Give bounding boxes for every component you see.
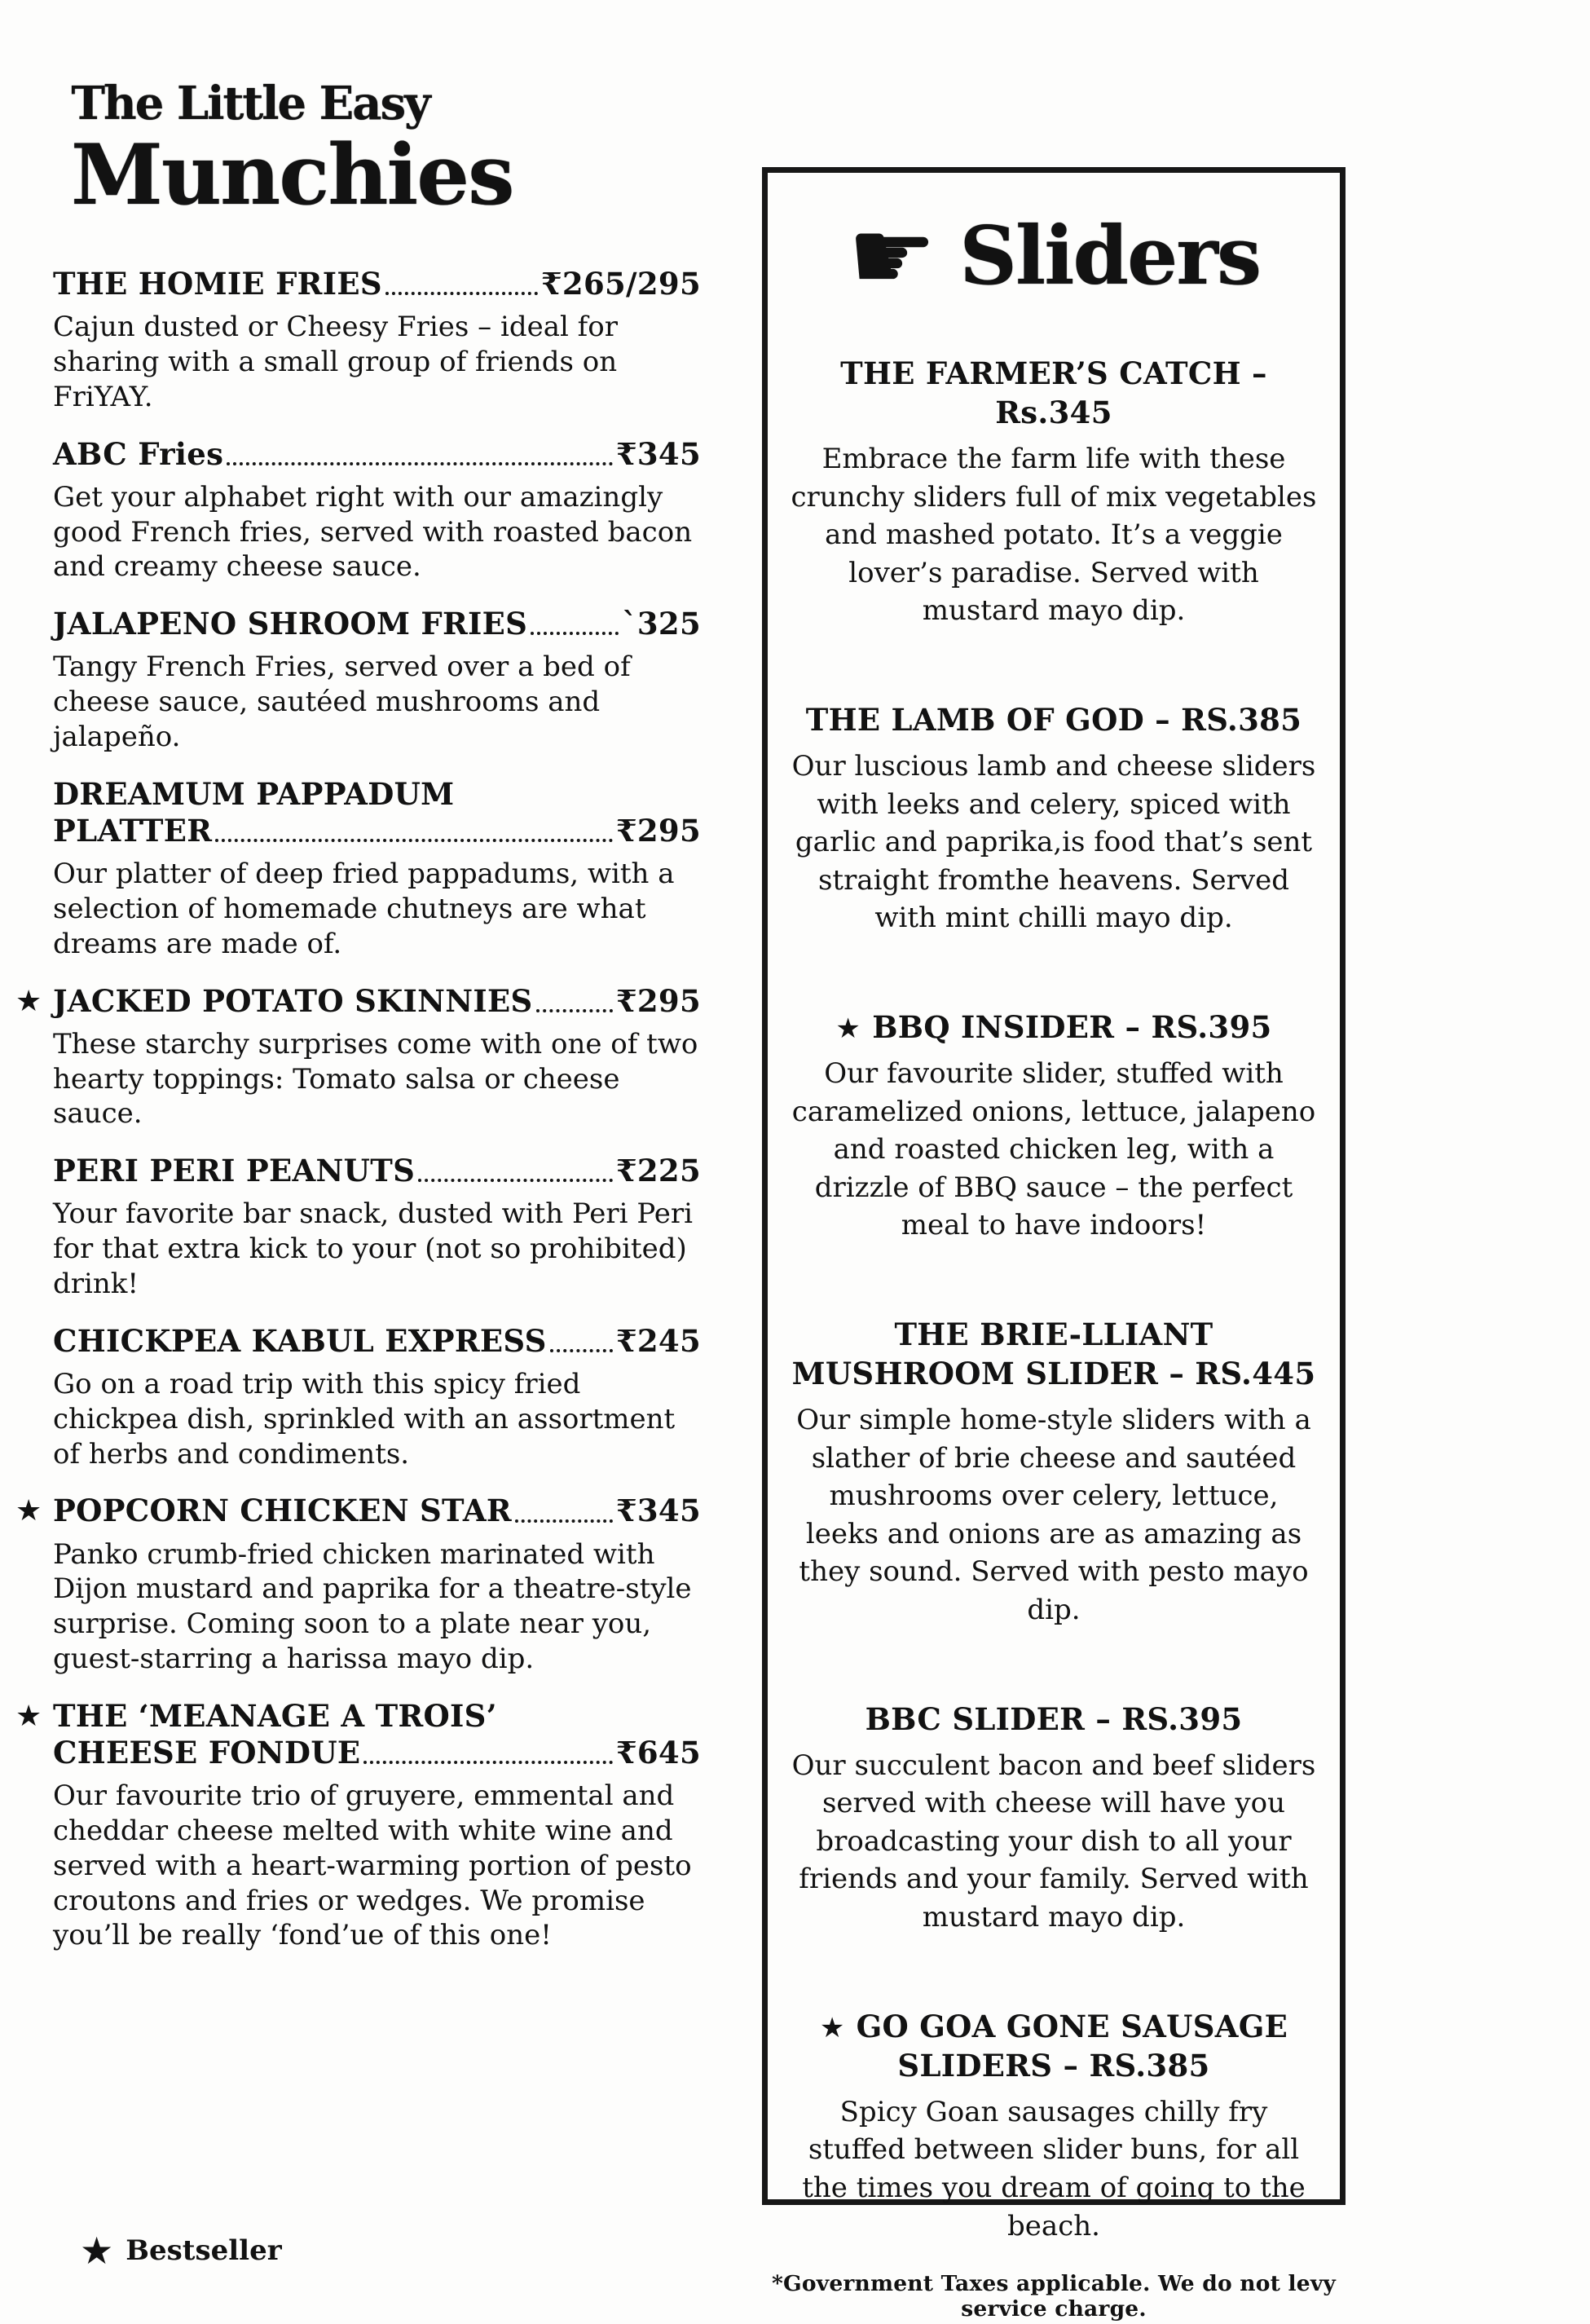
menu-item [789,354,1319,630]
munchies-section [15,77,701,1974]
munchies-title [71,77,513,224]
menu-item-description: Tangy French Fries, served over a bed of cheese sauce, sautéed mushrooms and jalapeño. [53,650,631,754]
bestseller-legend-label: Bestseller [126,2234,282,2267]
menu-item-name-row [53,1323,701,1360]
menu-item-name-row [53,983,701,1020]
menu-item [789,2007,1319,2246]
menu-item-description: Panko crumb-fried chicken marinated with Dijon mustard and paprika for a theatre-style surprise. Coming soon to a plate near you, guest-starring a harissa mayo dip. [53,1537,692,1676]
menu-item-description: Spicy Goan sausages chilly fry stuffed between slider buns, for all the times you dream of going to the beach. [802,2095,1306,2242]
menu-item-price: ₹345 [615,1493,701,1529]
menu-item [53,266,701,415]
menu-item-name: BBQ INSIDER – RS.395 [872,1008,1272,1045]
dot-leader [536,1009,613,1012]
dot-leader [550,1349,613,1352]
munchies-title-line2: Munchies [71,126,513,224]
menu-item-name: CHICKPEA KABUL EXPRESS [53,1322,547,1359]
menu-item-name-line1 [789,354,1319,432]
menu-item-description: Cajun dusted or Cheesy Fries – ideal for sharing with a small group of friends on FriYAY. [53,311,618,413]
menu-item-price: ₹265/295 [540,266,701,302]
bestseller-star-icon: ★ [819,2011,845,2044]
dot-leader [363,1761,612,1764]
menu-item-name: PERI PERI PEANUTS [53,1153,416,1189]
sliders-section [762,167,1346,2242]
menu-item-price: ₹295 [615,813,701,849]
dot-leader [385,292,538,295]
sliders-header [789,198,1319,314]
menu-item-name-row [53,266,701,302]
menu-item-price: ₹345 [615,435,701,472]
menu-item-description: Your favorite bar snack, dusted with Peri Peri for that extra kick to your (not so prohibited) drink! [53,1197,693,1301]
menu-item-name: THE FARMER’S CATCH – Rs.345 [840,355,1267,430]
menu-item-name-line1: DREAMUM PAPPADUM [53,775,455,812]
menu-item-price: `325 [622,606,701,642]
dot-leader [515,1519,613,1523]
menu-item [789,1700,1319,1937]
menu-item [15,1493,701,1676]
menu-item-name: THE LAMB OF GOD – RS.385 [805,701,1302,738]
menu-item-name: GO GOA GONE SAUSAGE [856,2008,1288,2044]
menu-item-name-row [53,1493,701,1529]
bestseller-star-icon: ★ [835,1012,861,1045]
menu-item-price: ₹225 [615,1153,701,1189]
menu-item-description: Get your alphabet right with our amazingly good French fries, served with roasted bacon and creamy cheese sauce. [53,480,693,584]
menu-item-description: Go on a road trip with this spicy fried chickpea dish, sprinkled with an assortment of herbs and condiments. [53,1368,676,1471]
menu-item-name-row [53,436,701,473]
menu-item-name-line1: THE ‘MEANAGE A TROIS’ [53,1697,497,1734]
menu-item-name: CHEESE FONDUE [53,1735,361,1771]
menu-item-name-line2: SLIDERS – RS.385 [897,2047,1210,2084]
menu-item-description: Our platter of deep fried pappadums, with a selection of homemade chutneys are what dreams are made of. [53,858,675,960]
menu-item-name: THE HOMIE FRIES [53,266,382,302]
menu-item-name-line1 [789,1008,1319,1047]
menu-item-name-line1 [789,1315,1319,1354]
menu-item [15,1697,701,1953]
bestseller-star-icon: ★ [15,984,42,1018]
menu-item-name-row [53,813,701,849]
menu-item-description: Our luscious lamb and cheese sliders with leeks and celery, spiced with garlic and paprika,is food that’s sent straight fromthe heavens. Served with mint chilli mayo dip. [791,749,1316,935]
menu-item-name: ABC Fries [53,435,224,472]
menu-item [53,436,701,585]
menu-item-name: POPCORN CHICKEN STAR [53,1493,512,1529]
menu-item-description: These starchy surprises come with one of two hearty toppings: Tomato salsa or cheese sauce. [53,1027,698,1131]
menu-item-description: Our simple home-style sliders with a slather of brie cheese and sautéed mushrooms over celery, lettuce, leeks and onions are as amazing as they sound. Served with pesto mayo dip. [796,1404,1311,1627]
menu-item [53,1153,701,1302]
menu-item [53,606,701,755]
bestseller-star-icon: ★ [80,2229,114,2273]
munchies-title-line1: The Little Easy [71,77,429,130]
menu-item-description: Our favourite slider, stuffed with caramelized onions, lettuce, jalapeno and roasted chicken leg, with a drizzle of BBQ sauce – the perfect meal to have indoors! [791,1057,1316,1242]
menu-item [789,1008,1319,1245]
munchies-item-list [15,266,701,1953]
menu-item [53,776,701,962]
menu-item-name: BBC SLIDER – RS.395 [865,1700,1243,1737]
menu-item-name: JACKED POTATO SKINNIES [53,982,533,1019]
dot-leader [227,462,613,465]
menu-item-price: ₹245 [615,1322,701,1359]
menu-item-name-line1 [789,2007,1319,2046]
menu-item [789,700,1319,937]
menu-item-name-line2: MUSHROOM SLIDER – RS.445 [791,1356,1316,1392]
menu-item-price: ₹295 [615,982,701,1019]
menu-item-description: Our favourite trio of gruyere, emmental and cheddar cheese melted with white wine and served with a heart-warming portion of pesto croutons and fries or wedges. We promise you’ll be really ‘fond’ue of this one! [53,1779,692,1952]
menu-item-description: Embrace the farm life with these crunchy sliders full of mix vegetables and mashed potato. It’s a veggie lover’s paradise. Served with mustard mayo dip. [791,442,1317,628]
tax-disclaimer: *Government Taxes applicable. We do not levy service charge. [771,2271,1337,2322]
dot-leader [215,839,612,842]
sliders-item-list [789,354,1319,2245]
menu-item-name: PLATTER [53,813,213,849]
menu-item [15,982,701,1132]
sliders-title: Sliders [959,209,1261,303]
menu-item-price: ₹645 [615,1735,701,1771]
dot-leader [418,1179,613,1182]
bestseller-star-icon: ★ [15,1699,42,1733]
bestseller-legend [80,2229,282,2273]
menu-item-name: JALAPENO SHROOM FRIES [53,606,528,642]
bestseller-star-icon: ★ [15,1494,42,1528]
menu-item-description: Our succulent bacon and beef sliders served with cheese will have you broadcasting your dish to all your friends and your family. Served with mustard mayo dip. [791,1749,1316,1934]
menu-item-name-line1 [789,700,1319,739]
menu-item-name-row [53,606,701,642]
menu-item-name-row [53,1153,701,1189]
dot-leader [531,632,619,635]
menu-item [53,1323,701,1472]
menu-item-name-row [53,1735,701,1771]
pointing-hand-icon: ☛ [847,198,937,314]
menu-item [789,1315,1319,1629]
menu-item-name: THE BRIE-LLIANT [894,1316,1213,1352]
menu-item-name-line1 [789,1700,1319,1739]
